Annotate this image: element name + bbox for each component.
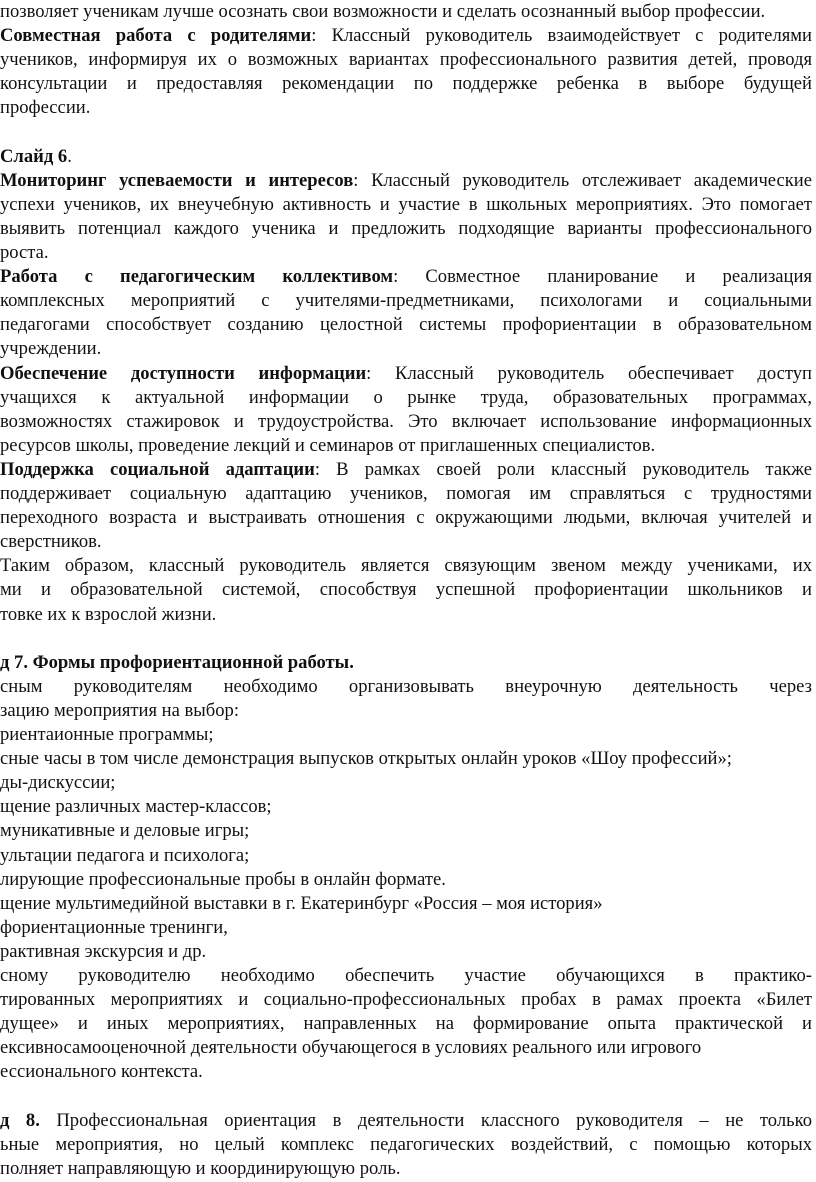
line-text: тированных мероприятиях и социально-профессиональных пробах в рамах проекта «Билет (0, 989, 812, 1011)
text-line (0, 554, 812, 578)
line-text: рактивная экскурсия и др. (0, 940, 207, 962)
line-text: муникативные и деловые игры; (0, 820, 250, 842)
line-text: . (67, 145, 72, 167)
text-line (0, 434, 655, 458)
line-text: ресурсов школы, проведение лекций и семинаров от приглашенных специалистов. (0, 434, 656, 456)
line-text: ми и образовательной системой, способствуя успешной профориентации школьников и (0, 579, 812, 601)
text-line (0, 964, 812, 988)
text-line (0, 988, 812, 1012)
line-text: : Классный руководитель обеспечивает доступ (366, 362, 812, 384)
text-line (0, 217, 812, 241)
text-line (0, 916, 228, 940)
line-text: полняет направляющую и координирующую роль. (0, 1157, 401, 1179)
line-text: выявить потенциал каждого ученика и предложить подходящие варианты профессионального (0, 217, 812, 239)
text-line (0, 48, 812, 72)
text-line (0, 458, 812, 482)
line-text: ессионального контекста. (0, 1061, 203, 1083)
text-line (0, 506, 812, 530)
line-text: : В рамках своей роли классный руководитель также (314, 458, 812, 480)
line-text: профессии. (0, 97, 91, 119)
line-text: дущее» и иных мероприятиях, направленных на формирование опыта практической и (0, 1013, 812, 1035)
line-text: возможностях стажировок и трудоустройства. Это включает использование информационных (0, 410, 812, 432)
line-text: поддерживает социальную адаптацию учеников, помогая им справляться с трудностями (0, 483, 812, 504)
text-line (0, 410, 812, 434)
text-line (0, 96, 90, 120)
text-line (0, 169, 812, 193)
text-line (0, 747, 732, 771)
text-line (0, 868, 446, 892)
text-line (0, 362, 812, 386)
bold-heading: д 7. Формы профориентационной работы. (0, 651, 354, 673)
line-text: Таким образом, классный руководитель является связующим звеном между учениками, их (0, 555, 812, 577)
text-line (0, 795, 272, 819)
line-text: Профессиональная ориентация в деятельности классного руководителя – не только (39, 1109, 812, 1131)
line-text: лирующие профессиональные пробы в онлайн формате. (0, 868, 446, 890)
bold-heading: Совместная работа с родителями (0, 25, 312, 47)
text-line (0, 530, 102, 554)
text-line (0, 241, 49, 265)
text-line (0, 1060, 203, 1084)
text-line (0, 771, 115, 795)
bold-heading: Работа с педагогическим коллективом (0, 266, 394, 288)
text-line (0, 1109, 812, 1133)
line-text: учеников, информируя их о возможных вариантах профессионального развития детей, проводя (0, 49, 812, 71)
line-text: позволяет ученикам лучше осознать свои возможности и сделать осознанный выбор профессии. (0, 1, 766, 22)
bold-heading: Обеспечение доступности информации (0, 362, 367, 384)
text-line (0, 72, 812, 96)
line-text: учащихся к актуальной информации о рынке труда, образовательных программах, (0, 386, 812, 408)
line-text: риентаионные программы; (0, 724, 214, 745)
bold-heading: д 8. (0, 1109, 40, 1131)
text-line (0, 675, 812, 699)
line-text: сным руководителям необходимо организовывать внеурочную деятельность через (0, 675, 812, 697)
bold-heading: Слайд 6 (0, 145, 68, 167)
line-text: сверстников. (0, 531, 102, 553)
text-line (0, 1133, 812, 1157)
line-text: ьные мероприятия, но целый комплекс педагогических воздействий, с помощью которых (0, 1133, 812, 1155)
text-line (0, 0, 765, 24)
line-text: роста. (0, 242, 49, 263)
text-line (0, 940, 206, 964)
line-text: консультации и предоставляя рекомендации по поддержке ребенка в выборе будущей (0, 73, 812, 95)
bold-heading: Поддержка социальной адаптации (0, 458, 315, 480)
text-line (0, 651, 354, 675)
line-text: сные часы в том числе демонстрация выпусков открытых онлайн уроков «Шоу профессий»; (0, 748, 732, 770)
text-line (0, 844, 249, 868)
line-text: комплексных мероприятий с учителями-предметниками, психологами и социальными (0, 290, 812, 312)
line-text: : Совместное планирование и реализация (393, 266, 812, 288)
text-line (0, 482, 812, 506)
text-line (0, 578, 812, 602)
text-line (0, 386, 812, 410)
text-line (0, 892, 603, 916)
text-line (0, 723, 214, 747)
line-text: учреждении. (0, 338, 102, 360)
line-text: товке их к взрослой жизни. (0, 603, 217, 625)
text-line (0, 337, 101, 361)
line-text: зацию мероприятия на выбор: (0, 699, 240, 721)
line-text: ексивносамооценочной деятельности обучающегося в условиях реального или игрового (0, 1037, 702, 1059)
line-text: щение мультимедийной выставки в г. Екатеринбург «Россия – моя история» (0, 892, 603, 914)
text-line (0, 1036, 701, 1060)
text-line (0, 289, 812, 313)
text-line (0, 699, 239, 723)
text-line (0, 24, 812, 48)
bold-heading: Мониторинг успеваемости и интересов (0, 169, 354, 191)
text-line (0, 819, 249, 843)
line-text: успехи учеников, их внеучебную активность и участие в школьных мероприятиях. Это помогает (0, 193, 812, 215)
text-line (0, 1012, 812, 1036)
text-line (0, 265, 812, 289)
line-text: ультации педагога и психолога; (0, 844, 250, 866)
line-text: : Классный руководитель взаимодействует с родителями (311, 25, 812, 47)
text-line (0, 313, 812, 337)
line-text: сному руководителю необходимо обеспечить участие обучающихся в практико- (0, 965, 812, 986)
line-text: фориентационные тренинги, (0, 916, 228, 938)
text-line (0, 145, 72, 169)
line-text: щение различных мастер-классов; (0, 796, 272, 818)
line-text: : Классный руководитель отслеживает академические (353, 169, 812, 191)
line-text: ды-дискуссии; (0, 772, 116, 794)
text-line (0, 603, 216, 627)
line-text: педагогами способствует созданию целостной системы профориентации в образовательном (0, 314, 812, 336)
line-text: переходного возраста и выстраивать отношения с окружающими людьми, включая учителей и (0, 507, 812, 529)
text-line (0, 1157, 400, 1181)
text-line (0, 193, 812, 217)
